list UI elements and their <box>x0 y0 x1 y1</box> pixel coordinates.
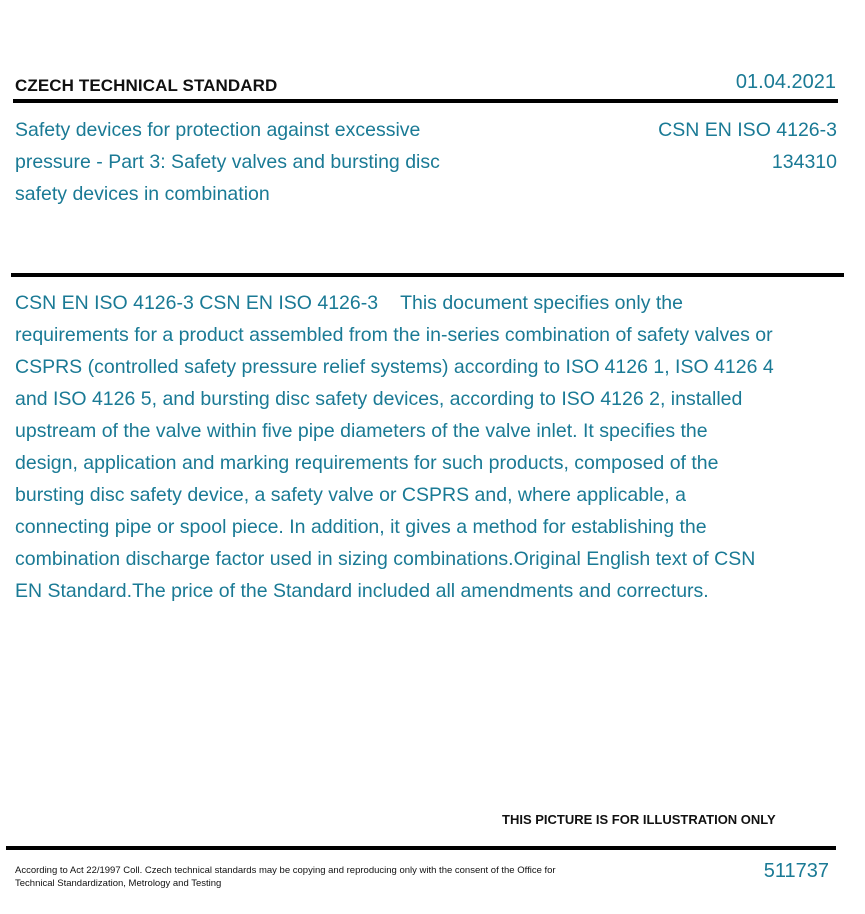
footer-divider <box>6 846 836 850</box>
standard-designation: CSN EN ISO 4126-3 <box>658 119 837 141</box>
document-type-label: CZECH TECHNICAL STANDARD <box>15 76 278 95</box>
standard-description <box>15 287 775 607</box>
header-divider <box>13 99 838 103</box>
standard-codes <box>658 114 837 178</box>
description-text: This document specifies only the requirements for a product assembled from the in-series combination of safety valves or CSPRS (controlled safety pressure relief systems) according to ISO 4126 1, ISO 4126 4 and ISO 4126 5, and bursting disc safety devices, according to ISO 4126 2, installed upstream of the valve within five pipe diameters of the valve inlet. It specifies the design, application and marking requirements for such products, composed of the bursting disc safety device, a safety valve or CSPRS and, where applicable, a connecting pipe or spool piece. In addition, it gives a method for establishing the combination discharge factor used in sizing combinations.Original English text of CSN EN Standard.The price of the Standard included all amendments and correcturs. <box>15 292 774 602</box>
description-prefix: CSN EN ISO 4126-3 CSN EN ISO 4126-3 <box>15 292 379 314</box>
catalog-number: 511737 <box>763 860 829 882</box>
classification-code: 134310 <box>771 151 837 173</box>
standard-title: Safety devices for protection against excessive pressure - Part 3: Safety valves and bursting disc safety devices in combination <box>15 119 440 205</box>
publication-date: 01.04.2021 <box>735 71 836 93</box>
legal-notice: According to Act 22/1997 Coll. Czech technical standards may be copying and reproducing only with the consent of the Office for Technical Standardization, Metrology and Testing <box>15 865 556 889</box>
illustration-note: THIS PICTURE IS FOR ILLUSTRATION ONLY <box>502 812 776 827</box>
title-divider <box>11 273 844 277</box>
